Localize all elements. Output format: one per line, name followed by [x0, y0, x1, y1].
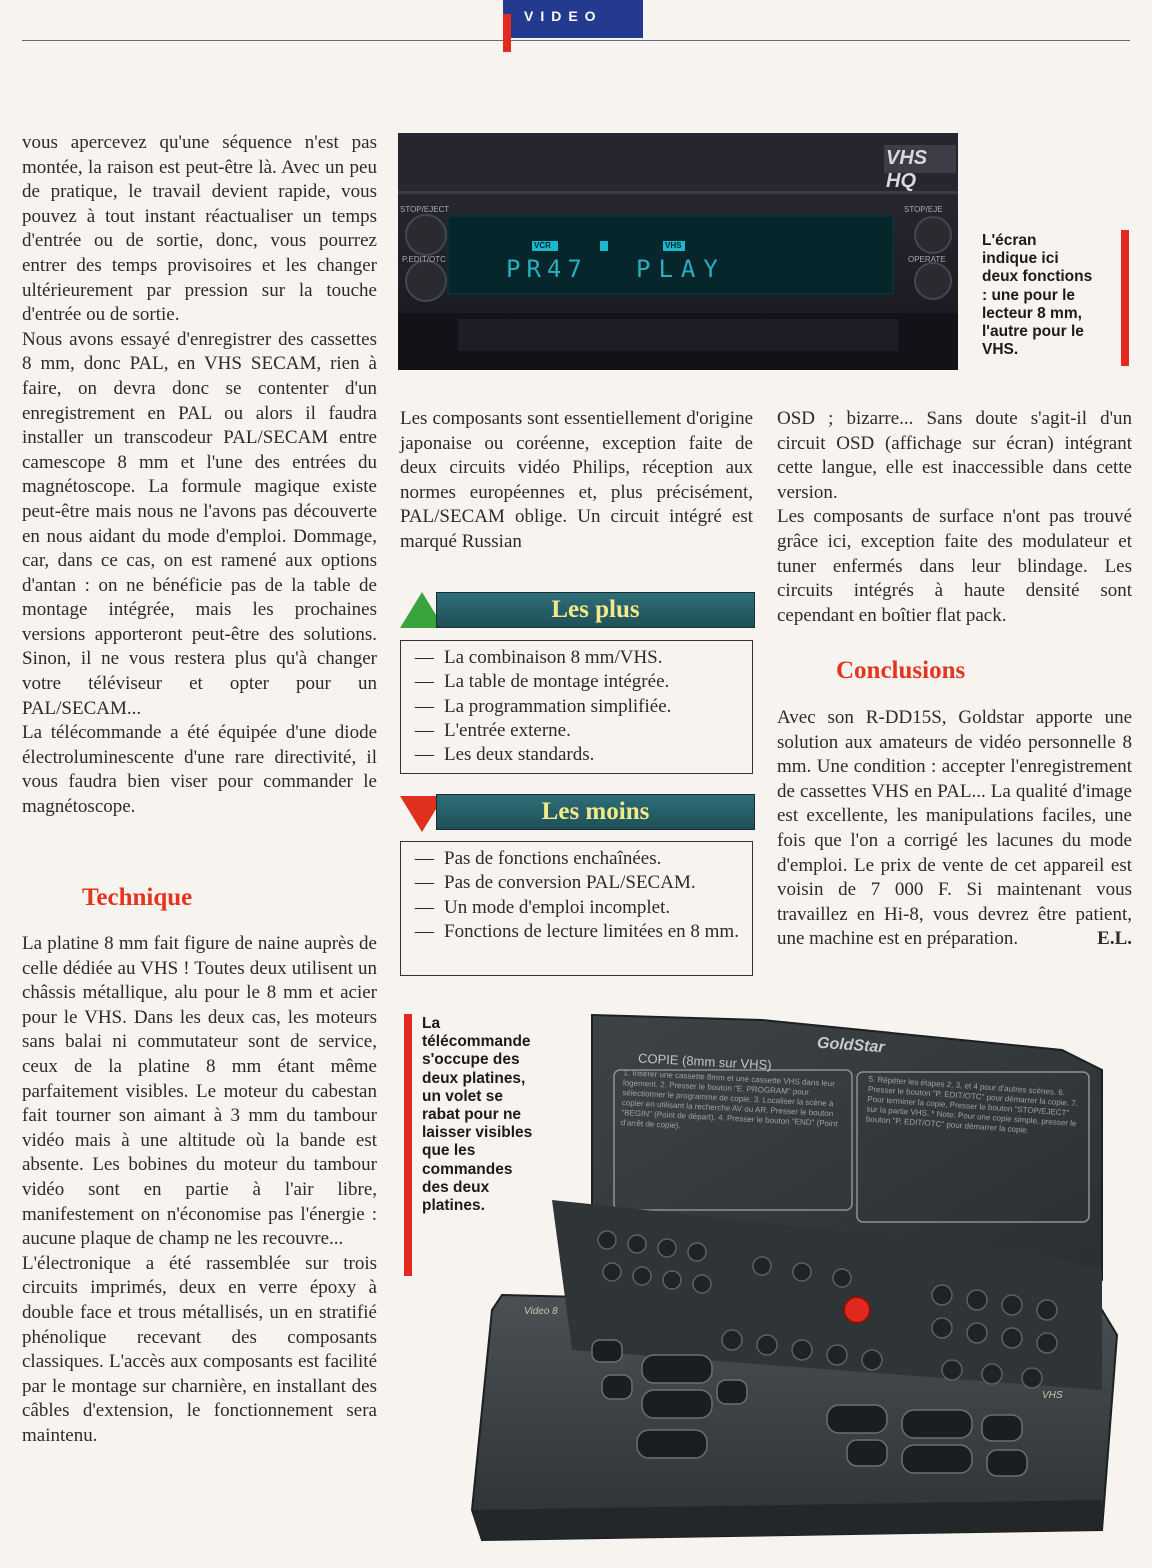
display-readout-right: PLAY [636, 255, 726, 283]
paragraph: La télécommande a été équipée d'une diode électroluminescente d'une rare directivité, il vous faudra bien viser pour commander le magnétoscope. [22, 722, 377, 818]
moins-list [401, 847, 752, 944]
copy-panel-instructions-right: 5. Répéter les étapes 2, 3, et 4 pour d'autres scènes. 6. Presser le bouton "P. EDIT/OTC" pour démarrer la copie. 7. Pour terminer la copie, Presser le bouton "STOP/EJECT" sur la partie VHS. * Note: Pour une copie simple, presser le bouton "P. EDIT/OTC" pour démarrer la copie. [865, 1074, 1079, 1135]
conclusions-body [777, 706, 1132, 952]
column-1 [22, 131, 377, 820]
brand-logo: GoldStar [816, 1034, 886, 1057]
paragraph: Les composants sont essentiellement d'origine japonaise ou coréenne, exception faite de deux circuits vidéo Philips, réception aux normes européennes et, plus précisément, PAL/SECAM oblige. Un circuit intégré est marqué Russian [400, 408, 753, 552]
technique-body [22, 932, 377, 1448]
edit-controller-photo [462, 1010, 1132, 1555]
paragraph: L'électronique a été rassemblée sur trois circuits imprimés, deux en verre époxy à double face et trous métallisés, un en stratifié phénolique recevant des composants classiques. L'accès aux composants est facilité par le montage sur charnière, en installant des câbles d'extension, le fonctionnement sera maintenu. [22, 1252, 377, 1446]
vhs-hq-logo: VHS HQ [886, 147, 928, 192]
indicator-vcr: VCR [534, 241, 551, 250]
section-title: VIDEO [524, 8, 603, 24]
remote-caption: La télécommande s'occupe des deux platines, un volet se rabat pour ne laisser visibles que les commandes des deux platines. [422, 1015, 533, 1215]
column-3 [777, 407, 1132, 628]
label-operate: OPERATE [908, 255, 946, 264]
list-item: — Un mode d'emploi incomplet. [415, 896, 671, 918]
paragraph: La platine 8 mm fait figure de naine auprès de celle dédiée au VHS ! Toutes deux utilisent un châssis métallique, alu pour le 8 mm et acier pour le VHS. Dans les deux cas, les moteurs sans balai ni commutateur sont de service, ceux de la platine 8 mm étant même parfaitement visibles. Le moteur du cabestan fait tourner son aimant à 3 mm du tambour vidéo mais à une altitude où la bande est absente. Les bobines du moteur du tambour vidéo sont en partie à l'air libre, manifestement on n'économise pas l'énergie : aucune plaque de champ ne les recouvre... [22, 933, 377, 1250]
list-item: — Pas de conversion PAL/SECAM. [415, 872, 696, 894]
label-vhs: VHS [1042, 1390, 1063, 1401]
list-item: — La table de montage intégrée. [415, 671, 670, 693]
column-2 [400, 407, 753, 555]
author-signature: E.L. [1097, 928, 1132, 950]
list-item: — L'entrée externe. [415, 719, 571, 741]
paragraph: Les composants de surface n'ont pas trouvé grâce ici, exception faite des modulateur et tuner enfermés dans leur blindage. Les circuits intégrés à haute densité sont cependant en boîtier flat pack. [777, 506, 1132, 626]
label-edit-otc: P.EDIT/OTC [402, 255, 446, 264]
copy-panel-instructions-left: 1. Insérer une cassette 8mm et une cassette VHS dans leur logement. 2. Presser le bouton "E. PROGRAM" pour sélectionner le programme de copie. 3. Localiser la scène à copier en utilisant la recherche AV ou AR. Presser le bouton "BEGIN" (Point de départ). 4. Presser le bouton "END" (Point d'arrêt de copie). [620, 1068, 838, 1131]
display-readout-left: PR47 [506, 255, 588, 283]
section-tab-accent [503, 14, 511, 52]
plus-list [401, 646, 752, 767]
paragraph: OSD ; bizarre... Sans doute s'agit-il d'un circuit OSD (affichage sur écran) intégrant cette langue, elle est inaccessible dans cette version. [777, 408, 1132, 503]
label-stop-eject-left: STOP/EJECT [400, 205, 450, 214]
list-item: — Pas de fonctions enchaînées. [415, 848, 662, 869]
moins-title: Les moins [541, 798, 650, 825]
conclusions-heading: Conclusions [836, 657, 966, 684]
label-stop-eject-right: STOP/EJE [904, 205, 943, 214]
moins-banner [436, 794, 755, 830]
list-item: — Fonctions de lecture limitées en 8 mm. [415, 920, 739, 942]
list-item: — Les deux standards. [415, 744, 595, 766]
moins-box [400, 841, 753, 976]
vcr-display-photo [398, 133, 958, 370]
plus-banner [436, 592, 755, 628]
paragraph: Avec son R-DD15S, Goldstar apporte une solution aux amateurs de vidéo personnelle 8 mm. Une condition : accepter l'enregistrement de cassettes VHS en PAL... La qualité d'image est excellente, les manipulations faciles, une fois que l'on a corrigé les lacunes du mode d'emploi. Le prix de vente de cet appareil est voisin de 7 000 F. Si maintenant vous travaillez en Hi-8, vous devrez être patient, une machine est en préparation. E.L. [777, 706, 1132, 952]
remote-caption-accent-bar [404, 1014, 412, 1276]
header-rule [22, 40, 1130, 41]
vcr-front-illustration [398, 133, 958, 370]
indicator-vhs: VHS [665, 241, 682, 250]
caption-accent-bar [1121, 230, 1129, 366]
paragraph: Nous avons essayé d'enregistrer des cassettes 8 mm, donc PAL, en VHS SECAM, rien à faire, on devra donc se contenter d'un enregistrement en PAL ou alors il faudra installer un transcodeur PAL/SECAM entre camescope 8 mm et l'une des entrées du magnétoscope. La formule magique existe peut-être mais nous ne l'avons pas découverte en nous aidant du mode d'emploi. Dommage, car, dans ce cas, on est ramené aux options d'antan : on ne bénéficie pas de la table de montage intégrée, mais les prochaines versions apporteront peut-être des solutions. Sinon, il ne vous restera plus qu'à changer votre téléviseur et opter pour un PAL/SECAM... [22, 328, 377, 719]
label-video8: Video 8 [524, 1306, 558, 1317]
list-item: — La combinaison 8 mm/VHS. [415, 647, 663, 668]
plus-title: Les plus [551, 596, 640, 623]
technique-heading: Technique [82, 884, 193, 911]
list-item: — La programmation simplifiée. [415, 695, 672, 717]
copy-panel-title: COPIE (8mm sur VHS) [637, 1050, 772, 1073]
display-caption: L'écran indique ici deux fonctions : une pour le lecteur 8 mm, l'autre pour le VHS. [982, 232, 1093, 359]
plus-box [400, 640, 753, 774]
paragraph: vous apercevez qu'une séquence n'est pas montée, la raison est peut-être là. Avec un peu de pratique, le travail devient rapide, vous pouvez à tout instant réactualiser un temps d'entrée ou de sortie, donc, vous pourrez entrer des temps provisoires et les changer ultérieurement par pression sur la touche d'entrée ou de sortie. [22, 132, 377, 326]
